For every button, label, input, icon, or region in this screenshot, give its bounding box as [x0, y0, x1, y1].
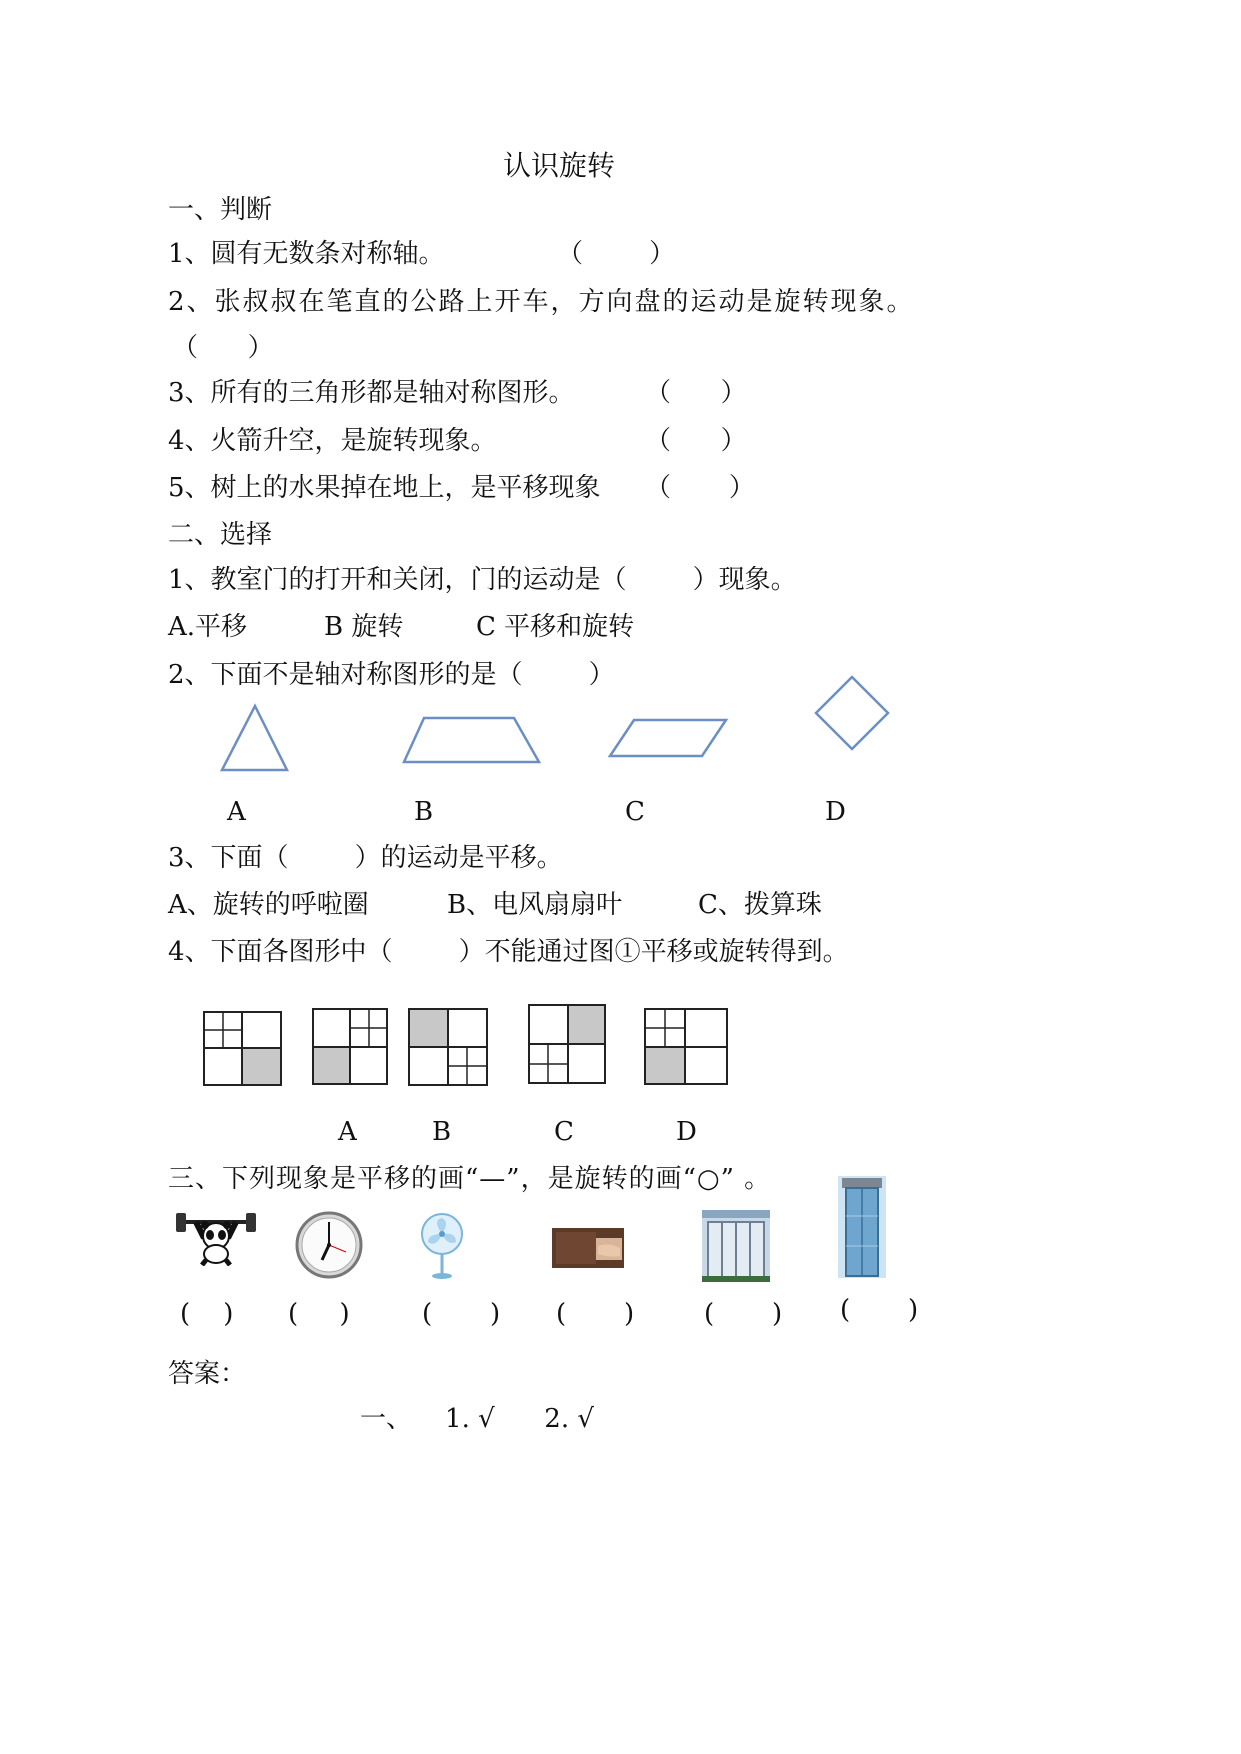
- judge-blank-4: （ ）: [645, 426, 747, 456]
- choice-q4: 4、下面各图形中（ ）不能通过图①平移或旋转得到。: [168, 937, 849, 967]
- figure-c-grid: [524, 1000, 610, 1088]
- figure-b-grid: [404, 1004, 492, 1090]
- page-title: 认识旋转: [503, 149, 616, 182]
- electric-fan-icon: [416, 1210, 468, 1280]
- q4-label-b: B: [432, 1117, 452, 1147]
- choice-q3: 3、下面（ ）的运动是平移。: [168, 843, 563, 873]
- choice-q1-option-a: A.平移: [168, 612, 248, 642]
- q2-label-c: C: [625, 797, 645, 827]
- judge-blank-3: （ ）: [645, 378, 747, 408]
- choice-q3-option-a: A、旋转的呼啦圈: [168, 890, 369, 920]
- section1-heading: 一、判断: [168, 195, 273, 225]
- choice-q1-option-b: B 旋转: [324, 612, 404, 642]
- judge-item-5: 5、树上的水果掉在地上，是平移现象: [168, 473, 601, 503]
- q2-label-a: A: [227, 797, 246, 827]
- parallelogram-shape: [604, 712, 734, 762]
- q4-label-d: D: [676, 1117, 697, 1147]
- picture-blank-3: ( ): [422, 1299, 501, 1329]
- trapezoid-shape: [398, 710, 546, 768]
- weightlifting-panda-icon: [174, 1210, 258, 1266]
- picture-blank-5: ( ): [704, 1299, 783, 1329]
- drawer-icon: [552, 1228, 624, 1268]
- picture-blank-2: ( ): [288, 1299, 350, 1329]
- choice-q3-option-b: B、电风扇扇叶: [447, 890, 623, 920]
- judge-blank-1: （ ）: [557, 239, 676, 269]
- choice-q1-option-c: C 平移和旋转: [476, 612, 635, 642]
- picture-blank-1: ( ): [180, 1299, 234, 1329]
- figure-a-grid: [308, 1004, 392, 1088]
- figure-d-grid: [640, 1004, 732, 1090]
- figure-1-grid: [200, 1008, 286, 1090]
- judge-item-3: 3、所有的三角形都是轴对称图形。: [168, 378, 575, 408]
- judge-item-2: 2、张叔叔在笔直的公路上开车，方向盘的运动是旋转现象。: [168, 287, 915, 317]
- section3-heading: 三、下列现象是平移的画“—”，是旋转的画“○” 。: [168, 1164, 772, 1194]
- answers-line: 一、 1. √ 2. √: [360, 1404, 594, 1434]
- q4-label-a: A: [338, 1117, 357, 1147]
- judge-item-1: 1、圆有无数条对称轴。: [168, 239, 445, 269]
- q2-label-d: D: [825, 797, 846, 827]
- glass-elevator-icon: [838, 1176, 886, 1278]
- answers-heading: 答案：: [168, 1359, 247, 1389]
- q4-label-c: C: [554, 1117, 574, 1147]
- q2-label-b: B: [414, 797, 434, 827]
- choice-q1: 1、教室门的打开和关闭，门的运动是（ ）现象。: [168, 565, 797, 595]
- choice-q2: 2、下面不是轴对称图形的是（ ）: [168, 660, 615, 690]
- section2-heading: 二、选择: [168, 520, 273, 550]
- wall-clock-icon: [294, 1210, 364, 1280]
- judge-item-4: 4、火箭升空，是旋转现象。: [168, 426, 497, 456]
- judge-blank-2: （ ）: [172, 333, 274, 363]
- judge-blank-5: （ ）: [645, 473, 755, 503]
- revolving-door-icon: [702, 1210, 770, 1282]
- choice-q3-option-c: C、拨算珠: [698, 890, 822, 920]
- picture-blank-4: ( ): [556, 1299, 635, 1329]
- rhombus-shape: [810, 672, 894, 756]
- triangle-shape: [215, 700, 295, 778]
- picture-blank-6: ( ): [840, 1295, 919, 1325]
